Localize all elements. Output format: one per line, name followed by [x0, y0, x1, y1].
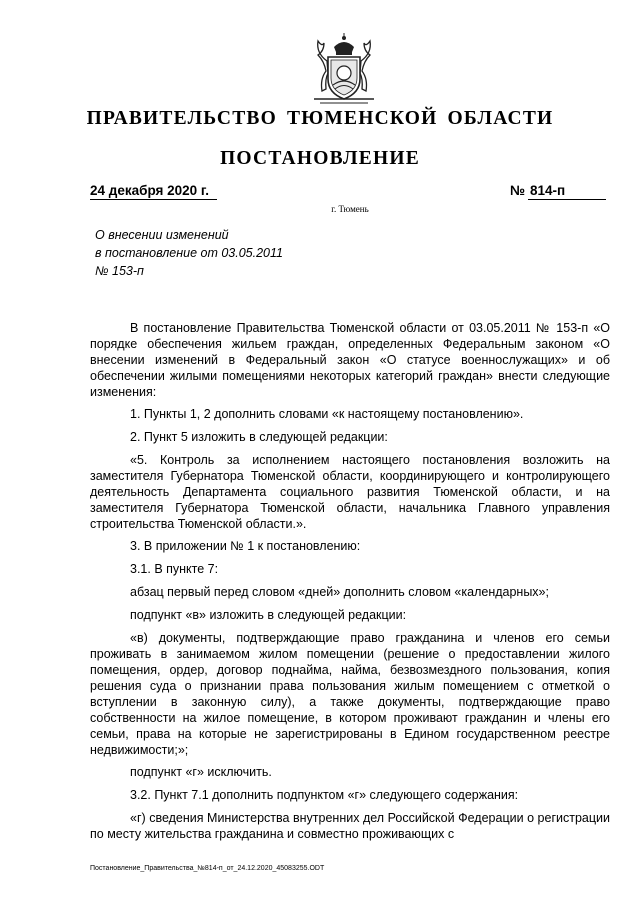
document-body	[90, 320, 610, 848]
body-paragraph: «г) сведения Министерства внутренних дел Российской Федерации о регистрации по месту жительства гражданина и совместно проживающих с	[90, 811, 610, 841]
body-paragraph: 3. В приложении № 1 к постановлению:	[130, 539, 361, 553]
subject-line: О внесении изменений	[95, 228, 229, 242]
body-paragraph: подпункт «в» изложить в следующей редакции:	[130, 608, 407, 622]
body-paragraph: абзац первый перед словом «дней» дополнить словом «календарных»;	[130, 585, 549, 599]
body-paragraph: 2. Пункт 5 изложить в следующей редакции:	[130, 430, 388, 444]
body-paragraph: подпункт «г» исключить.	[130, 765, 272, 779]
city-name: г. Тюмень	[331, 204, 369, 214]
body-paragraph: 3.2. Пункт 7.1 дополнить подпунктом «г» следующего содержания:	[130, 788, 519, 802]
footer-file-name: Постановление_Правительства_№814-п_от_24.12.2020_45083255.ODT	[90, 865, 325, 872]
number-sign: №	[510, 183, 526, 198]
document-type: ПОСТАНОВЛЕНИЕ	[220, 148, 420, 169]
document-date: 24 декабря 2020 г.	[90, 183, 217, 200]
body-paragraph: 3.1. В пункте 7:	[130, 562, 219, 576]
subject-line: в постановление от 03.05.2011	[95, 246, 283, 260]
body-paragraph: «в) документы, подтверждающие право гражданина и членов его семьи проживать в занимаемом жилом помещении (решение о предоставлении жилого помещения, ордер, договор поднайма, найма, безвозмездного пользования, копия решения суда о признании права пользования жилым помещением с отметкой о вступлении в законную силу), а также документы, подтверждающие право собственности на жилое помещение, в котором проживают гражданин и члены его семьи, права на которые не зарегистрированы в Едином государственном реестре недвижимости;»;	[90, 631, 610, 757]
government-name: ПРАВИТЕЛЬСТВО ТЮМЕНСКОЙ ОБЛАСТИ	[86, 108, 554, 129]
document-subject	[95, 226, 355, 280]
coat-of-arms-icon	[300, 33, 388, 105]
document-number: 814-п	[528, 183, 606, 200]
body-paragraph: В постановление Правительства Тюменской области от 03.05.2011 № 153-п «О порядке обеспечения жильем граждан, определенных Федеральным законом «О внесении изменений в Федеральный закон «О статусе военнослужащих» и об обеспечении жилыми помещениями некоторых категорий граждан» внести следующие изменения:	[90, 321, 610, 399]
body-paragraph: 1. Пункты 1, 2 дополнить словами «к настоящему постановлению».	[130, 407, 524, 421]
subject-line: № 153-п	[95, 264, 144, 278]
body-paragraph: «5. Контроль за исполнением настоящего постановления возложить на заместителя Губернатора Тюменской области, координирующего и контролирующего деятельность Департамента социального развития Тюменской области, и на заместителя Губернатора Тюменской области, начальника Главного управления строительства Тюменской области.».	[90, 453, 610, 531]
